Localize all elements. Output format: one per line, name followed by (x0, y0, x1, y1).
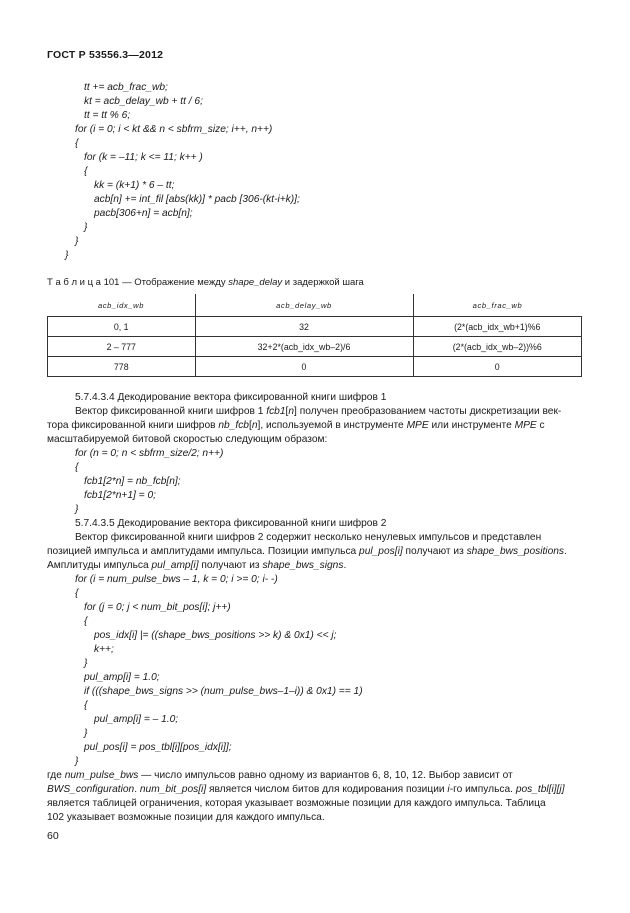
paragraph-line: Вектор фиксированной книги шифров 1 fcb1[n] получен преобразованием частоты дискретизации век- (75, 406, 562, 417)
table-cell: 32+2*(acb_idx_wb–2)/6 (195, 337, 413, 357)
code-line: { (84, 616, 88, 627)
paragraph-line: BWS_configuration. num_bit_pos[i] является числом битов для кодирования позиции i-го импульса. pos_tbl[i][j] (47, 784, 565, 795)
table-row (48, 317, 582, 337)
column-header: acb_frac_wb (413, 294, 582, 317)
code-line: } (75, 236, 79, 247)
code-line: } (65, 250, 69, 261)
table-cell: 2 – 777 (48, 337, 196, 357)
section-title: 5.7.4.3.5 Декодирование вектора фиксированной книги шифров 2 (75, 518, 387, 529)
section-title: 5.7.4.3.4 Декодирование вектора фиксированной книги шифров 1 (75, 392, 387, 403)
code-line: } (84, 222, 88, 233)
code-line: for (i = num_pulse_bws – 1, k = 0; i >= 0; i- -) (75, 574, 278, 585)
code-line: { (75, 138, 79, 149)
code-line: if (((shape_bws_signs >> (num_pulse_bws–1–i)) & 0x1) == 1) (84, 686, 363, 697)
code-line: tt += acb_frac_wb; (84, 82, 168, 93)
column-header: acb_delay_wb (195, 294, 413, 317)
code-line: for (k = –11; k <= 11; k++ ) (84, 152, 203, 163)
code-line: for (n = 0; n < sbfrm_size/2; n++) (75, 448, 224, 459)
table-cell: 0 (413, 357, 582, 377)
code-line: for (j = 0; j < num_bit_pos[i]; j++) (84, 602, 231, 613)
code-line: tt = tt % 6; (84, 110, 131, 121)
code-line: } (84, 728, 88, 739)
code-line: { (75, 588, 79, 599)
caption-text: Т а б л и ц а 101 — Отображение между (47, 277, 229, 288)
table-cell: 778 (48, 357, 196, 377)
code-line: } (84, 658, 88, 669)
code-line: fcb1[2*n+1] = 0; (84, 490, 156, 501)
paragraph-line: масштабируемой битовой скоростью следующим образом: (47, 434, 328, 445)
table-cell: 0, 1 (48, 317, 196, 337)
code-line: pacb[306+n] = acb[n]; (94, 208, 193, 219)
code-line: pos_idx[i] |= ((shape_bws_positions >> k) & 0x1) << j; (94, 630, 337, 641)
table-header-row (48, 294, 582, 317)
code-line: kk = (k+1) * 6 – tt; (94, 180, 175, 191)
code-line: pul_amp[i] = 1.0; (84, 672, 160, 683)
table-row (48, 337, 582, 357)
paragraph-line: Вектор фиксированной книги шифров 2 содержит несколько ненулевых импульсов и представлен (75, 532, 542, 543)
paragraph-line: где num_pulse_bws — число импульсов равно одному из вариантов 6, 8, 10, 12. Выбор зависит от (47, 770, 513, 781)
code-line: for (i = 0; i < kt && n < sbfrm_size; i++, n++) (75, 124, 273, 135)
code-line: acb[n] += int_fil [abs(kk)] * pacb [306-(kt-i+k)]; (94, 194, 300, 205)
code-line: { (84, 700, 88, 711)
table-cell: 32 (195, 317, 413, 337)
code-line: } (75, 756, 79, 767)
paragraph-line: Амплитуды импульса pul_amp[i] получают из shape_bws_signs. (47, 560, 347, 571)
code-line: fcb1[2*n] = nb_fcb[n]; (84, 476, 181, 487)
code-line: pul_pos[i] = pos_tbl[i][pos_idx[i]]; (84, 742, 232, 753)
code-line: k++; (94, 644, 114, 655)
paragraph-line: является таблицей ограничения, которая указывает возможные позиции для каждого импульса. Таблица (47, 798, 546, 809)
table-row (48, 357, 582, 377)
code-line: { (75, 462, 79, 473)
code-line: } (75, 504, 79, 515)
paragraph-line: 102 указывает возможные позиции для каждого импульса. (47, 812, 325, 823)
code-line: pul_amp[i] = – 1.0; (94, 714, 179, 725)
table-caption (47, 277, 364, 288)
paragraph-line: тора фиксированной книги шифров nb_fcb[n], используемой в инструменте MPE или инструменте MPE с (47, 420, 545, 431)
code-line: kt = acb_delay_wb + tt / 6; (84, 96, 203, 107)
caption-text: и задержкой шага (282, 277, 364, 288)
table-cell: (2*(acb_idx_wb–2))%6 (413, 337, 582, 357)
column-header: acb_idx_wb (48, 294, 196, 317)
caption-term: shape_delay (228, 277, 283, 288)
document-header: ГОСТ Р 53556.3—2012 (47, 49, 164, 61)
code-line: { (84, 166, 88, 177)
page-number: 60 (47, 830, 59, 842)
table-cell: 0 (195, 357, 413, 377)
table-101 (47, 294, 582, 377)
table-cell: (2*(acb_idx_wb+1)%6 (413, 317, 582, 337)
paragraph-line: позицией импульса и амплитудами импульса. Позиции импульса pul_pos[i] получают из shape_bws_positions. (47, 546, 567, 557)
